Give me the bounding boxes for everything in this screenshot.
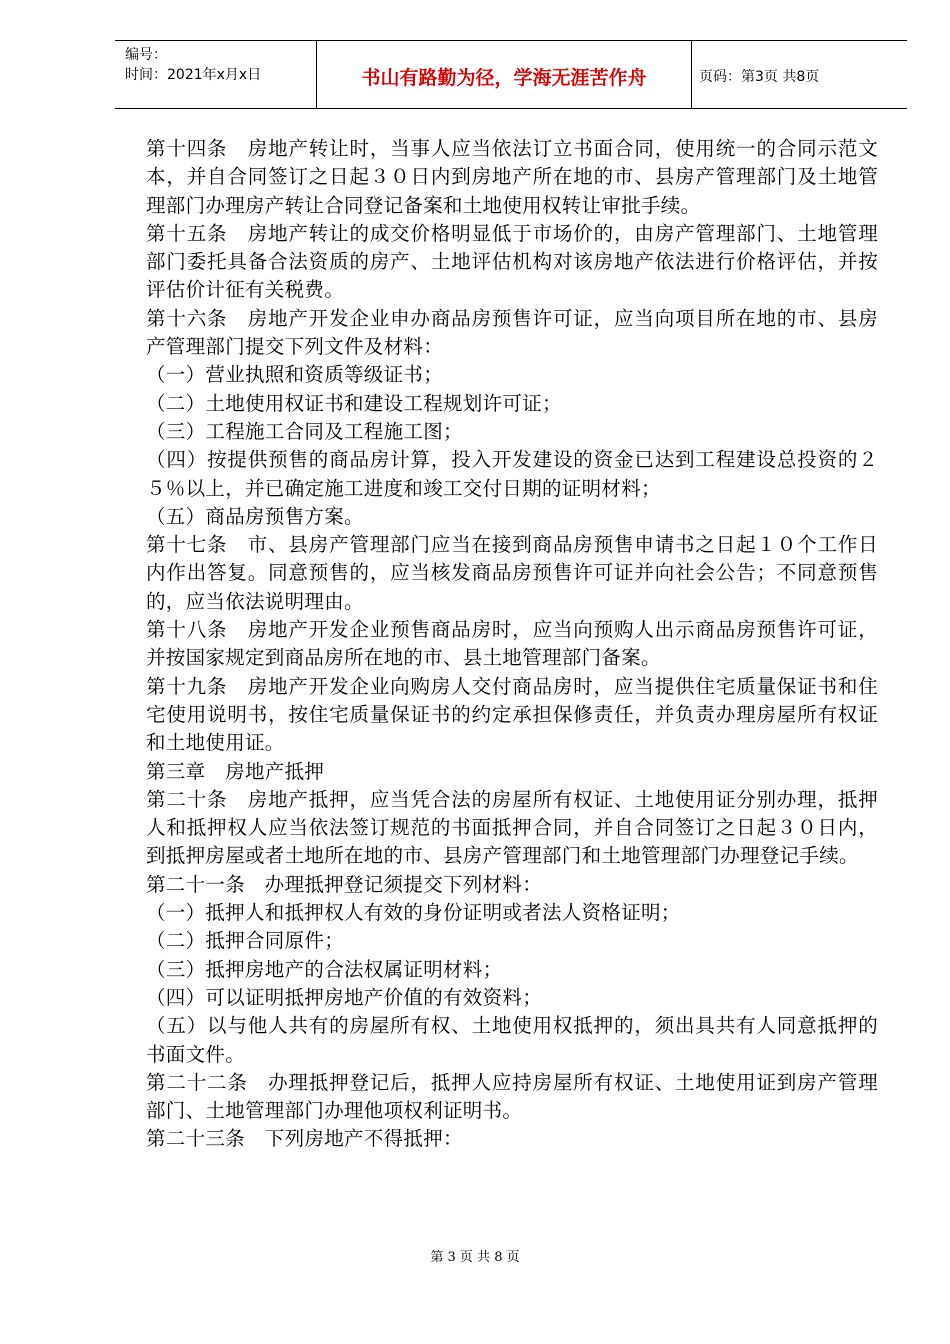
list-item: （一）营业执照和资质等级证书； (146, 363, 444, 387)
header-table (115, 40, 907, 109)
paragraph: 第二十三条 下列房地产不得抵押： (146, 1127, 463, 1151)
number-label: 编号： (125, 47, 167, 63)
list-item: （二）抵押合同原件； (146, 929, 345, 953)
paragraph: 第十四条 房地产转让时，当事人应当依法订立书面合同，使用统一的合同示范文本，并自合同签订之日起３０日内到房地产所在地的市、县房产管理部门及土地管理部门办理房产转让合同登记备案和土地使用权转让审批手续。 (146, 137, 878, 217)
motto-text: 书山有路勤为径，学海无涯苦作舟 (361, 67, 647, 89)
list-item: （五）以与他人共有的房屋所有权、土地使用权抵押的，须出具共有人同意抵押的书面文件。 (146, 1014, 878, 1066)
paragraph: 第十八条 房地产开发企业预售商品房时，应当向预购人出示商品房预售许可证，并按国家规定到商品房所在地的市、县土地管理部门备案。 (146, 618, 878, 670)
list-item: （四）可以证明抵押房地产价值的有效资料； (146, 985, 543, 1009)
paragraph: 第十六条 房地产开发企业申办商品房预售许可证，应当向项目所在地的市、县房产管理部门提交下列文件及材料： (146, 306, 878, 359)
list-item: （三）抵押房地产的合法权属证明材料； (146, 957, 503, 981)
paragraph: 第二十一条 办理抵押登记须提交下列材料： (146, 872, 543, 896)
page-footer: 第 3 页 共 8 页 (430, 1250, 520, 1265)
paragraph: 第二十二条 办理抵押登记后，抵押人应持房屋所有权证、土地使用证到房产管理部门、土地管理部门办理他项权利证明书。 (146, 1070, 878, 1123)
paragraph: 第二十条 房地产抵押，应当凭合法的房屋所有权证、土地使用证分别办理，抵押人和抵押权人应当依法签订规范的书面抵押合同，并自合同签订之日起３０日内，到抵押房屋或者土地所在地的市、县房产管理部门和土地管理部门办理登记手续。 (146, 787, 878, 868)
list-item: （五）商品房预售方案。 (146, 504, 364, 528)
list-item: （一）抵押人和抵押权人有效的身份证明或者法人资格证明； (146, 901, 681, 925)
chapter-heading: 第三章 房地产抵押 (146, 759, 325, 783)
document-body (146, 135, 878, 1154)
list-item: （二）土地使用权证书和建设工程规划许可证； (146, 391, 562, 415)
paragraph: 第十九条 房地产开发企业向购房人交付商品房时，应当提供住宅质量保证书和住宅使用说明书，按住宅质量保证书的约定承担保修责任，并负责办理房屋所有权证和土地使用证。 (146, 674, 878, 755)
header-page-cell (691, 41, 907, 108)
time-label: 时间：2021年x月x日 (125, 67, 262, 83)
paragraph: 第十五条 房地产转让的成交价格明显低于市场价的，由房产管理部门、土地管理部门委托具备合法资质的房产、土地评估机构对该房地产依法进行价格评估，并按评估价计征有关税费。 (146, 221, 878, 302)
header-motto-cell (316, 41, 692, 108)
header-meta-cell (115, 41, 316, 108)
list-item: （四）按提供预售的商品房计算，投入开发建设的资金已达到工程建设总投资的２５％以上，并已确定施工进度和竣工交付日期的证明材料； (146, 448, 878, 500)
list-item: （三）工程施工合同及工程施工图； (146, 419, 463, 443)
paragraph: 第十七条 市、县房产管理部门应当在接到商品房预售申请书之日起１０个工作日内作出答复。同意预售的，应当核发商品房预售许可证并向社会公告；不同意预售的，应当依法说明理由。 (146, 533, 878, 613)
page-label: 页码：第3页 共8页 (699, 69, 820, 85)
